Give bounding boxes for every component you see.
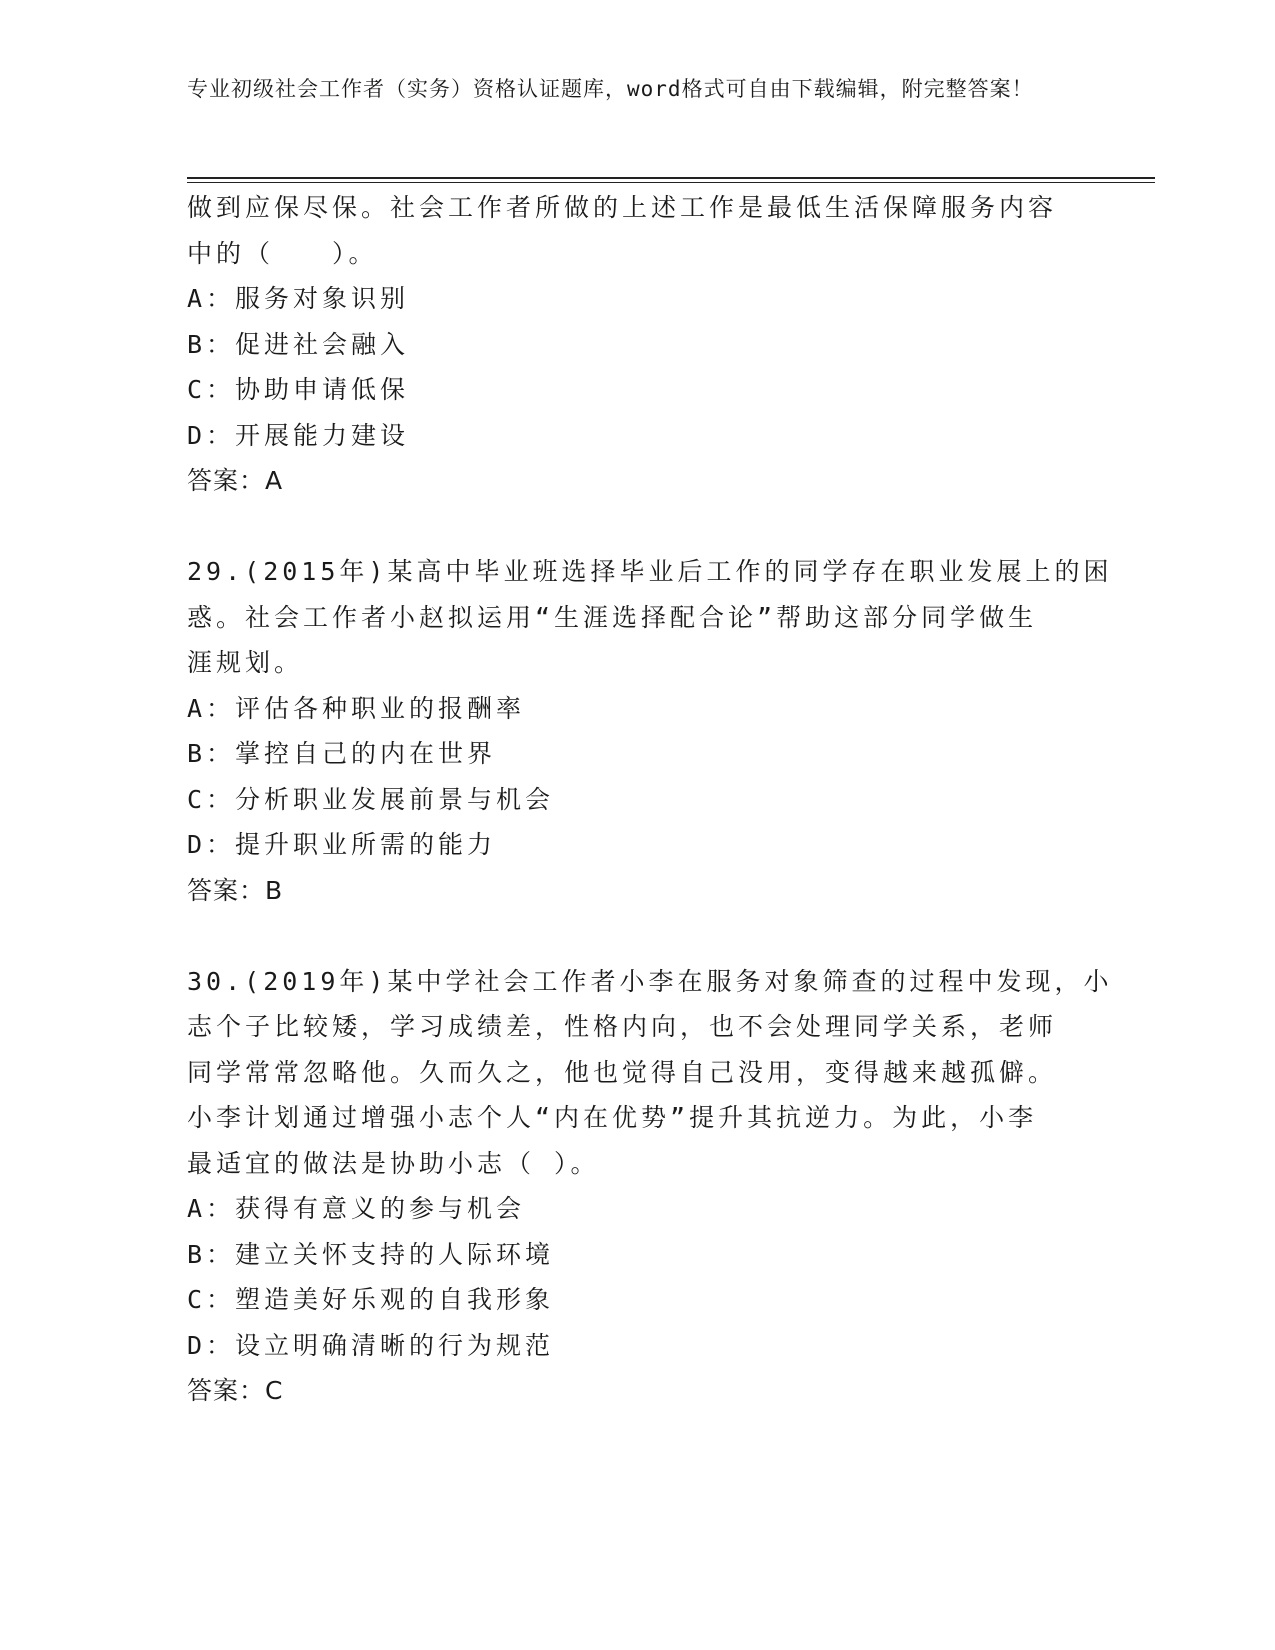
question-stem-line: 同学常常忽略他。久而久之，他也觉得自己没用，变得越来越孤僻。 xyxy=(187,1057,1058,1087)
question-stem-line: 29.(2015年)某高中毕业班选择毕业后工作的同学存在职业发展上的困 xyxy=(187,557,1113,586)
header-rule-thick xyxy=(187,177,1155,179)
question-stem-line: 做到应保尽保。社会工作者所做的上述工作是最低生活保障服务内容 xyxy=(187,193,1058,222)
option-c: C：塑造美好乐观的自我形象 xyxy=(187,1285,555,1314)
option-c: C：协助申请低保 xyxy=(187,375,410,404)
question-30 xyxy=(187,959,1113,1414)
answer-label: 答案：A xyxy=(187,466,284,495)
option-d: D：提升职业所需的能力 xyxy=(187,830,497,859)
question-28 xyxy=(187,185,1087,504)
page-header: 专业初级社会工作者（实务）资格认证题库，word格式可自由下载编辑，附完整答案！ xyxy=(187,77,1034,101)
question-stem-line: 涯规划。 xyxy=(187,648,304,677)
answer-label: 答案：B xyxy=(187,875,284,905)
option-b: B：建立关怀支持的人际环境 xyxy=(187,1239,555,1269)
question-content xyxy=(187,185,1113,1414)
question-stem-line: 30.(2019年)某中学社会工作者小李在服务对象筛查的过程中发现，小 xyxy=(187,966,1113,996)
question-stem-line: 小李计划通过增强小志个人“内在优势”提升其抗逆力。为此，小李 xyxy=(187,1103,1038,1132)
question-spacer xyxy=(187,913,1087,959)
option-a: A：评估各种职业的报酬率 xyxy=(187,693,526,723)
question-stem-line: 中的（ ）。 xyxy=(187,238,378,268)
option-b: B：掌控自己的内在世界 xyxy=(187,739,497,768)
header-rule-thin xyxy=(187,182,1155,183)
option-a: A：获得有意义的参与机会 xyxy=(187,1194,526,1223)
question-stem-line: 惑。社会工作者小赵拟运用“生涯选择配合论”帮助这部分同学做生 xyxy=(187,602,1038,632)
option-b: B：促进社会融入 xyxy=(187,329,410,359)
option-a: A：服务对象识别 xyxy=(187,284,410,313)
question-29 xyxy=(187,549,1113,913)
option-c: C：分析职业发展前景与机会 xyxy=(187,784,555,814)
question-spacer xyxy=(187,504,1087,550)
answer-label: 答案：C xyxy=(187,1376,284,1405)
option-d: D：开展能力建设 xyxy=(187,420,410,450)
question-stem-line: 志个子比较矮，学习成绩差，性格内向，也不会处理同学关系，老师 xyxy=(187,1012,1058,1041)
question-stem-line: 最适宜的做法是协助小志（ ）。 xyxy=(187,1148,600,1178)
option-d: D：设立明确清晰的行为规范 xyxy=(187,1330,555,1360)
